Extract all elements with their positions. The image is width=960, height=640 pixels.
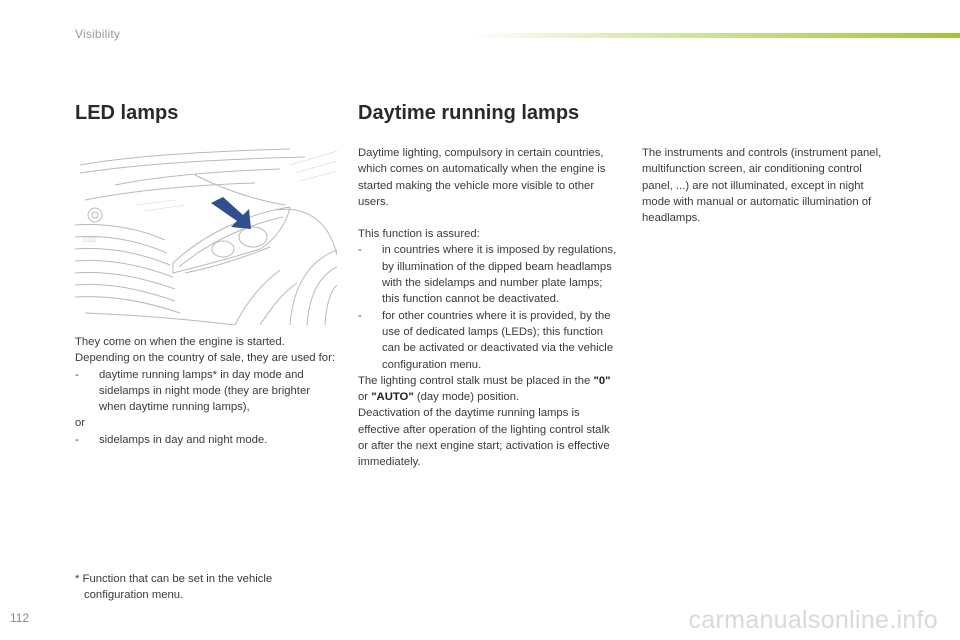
instruments-paragraph: The instruments and controls (instrument panel, multifunction screen, air conditioning control panel, ...) are not illuminated, except in night mode with manual or automatic illumination of headlamps. (642, 147, 882, 225)
header-accent-bar (470, 33, 960, 38)
drl-assured: This function is assured: (358, 228, 480, 241)
led-description (75, 334, 337, 448)
heading-led-lamps: LED lamps (75, 102, 179, 124)
led-or: or (75, 417, 86, 430)
heading-daytime-running-lamps: Daytime running lamps (358, 102, 580, 124)
instruments-note (642, 145, 892, 226)
led-list-item: - sidelamps in day and night mode. (75, 433, 268, 446)
watermark: carmanualsonline.info (688, 606, 938, 634)
drl-list-item: - in countries where it is imposed by regulations, by illumination of the dipped beam headlamps with the sidelamps and number plate lamps; this function cannot be deactivated. (358, 244, 617, 306)
svg-text:▯▯▯▯: ▯▯▯▯ (83, 236, 97, 243)
led-list-item: - daytime running lamps* in day mode and sidelamps in night mode (they are brighter when daytime running lamps), (75, 368, 310, 414)
section-title: Visibility (75, 27, 121, 41)
led-paragraph: They come on when the engine is started. Depending on the country of sale, they are used for: (75, 336, 335, 365)
drl-deactivation: Deactivation of the daytime running lamps is effective after operation of the lighting control stalk or after the next engine start; activation is effective immediately. (358, 407, 610, 469)
drl-stalk-position: The lighting control stalk must be placed in the "0" or "AUTO" (day mode) position. (358, 374, 611, 404)
car-front-drawing (75, 145, 337, 325)
footnote: * Function that can be set in the vehicle configuration menu. (75, 573, 273, 601)
headlamp-illustration (75, 145, 337, 325)
page-number: 112 (10, 611, 30, 625)
drl-description (358, 145, 620, 471)
drl-list-item: - for other countries where it is provided, by the use of dedicated lamps (LEDs); this function can be activated or deactivated via the vehicle configuration menu. (358, 309, 614, 371)
drl-intro: Daytime lighting, compulsory in certain countries, which comes on automatically when the engine is started making the vehicle more visible to other users. (358, 147, 606, 208)
pointer-arrow-icon (211, 197, 251, 229)
